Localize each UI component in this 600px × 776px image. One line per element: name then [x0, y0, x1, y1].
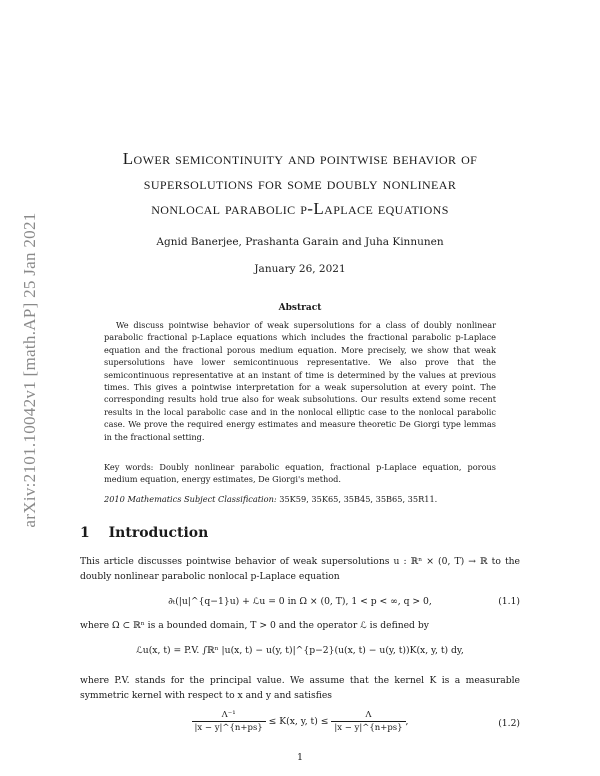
author-list: Agnid Banerjee, Prashanta Garain and Juha Kinnunen [156, 236, 444, 248]
intro-paragraph-3: where P.V. stands for the principal value. We assume that the kernel K is a measurable symmetric kernel with respect to x and y and satisfies [80, 675, 520, 701]
equation-1-1-body: ∂ₜ(|u|^{q−1}u) + ℒu = 0 in Ω × (0, T), 1 < p < ∞, q > 0, [168, 596, 432, 607]
msc-codes: 35K59, 35K65, 35B45, 35B65, 35R11. [279, 494, 438, 504]
kernel-lower-bound [192, 710, 266, 733]
kernel-upper-bound [331, 710, 405, 733]
keywords: Key words: Doubly nonlinear parabolic equation, fractional p-Laplace equation, porous medium equation, energy estimates, De Giorgi's method. [104, 462, 496, 485]
operator-definition-body: ℒu(x, t) = P.V. ∫ℝⁿ |u(x, t) − u(y, t)|^{p−2}(u(x, t) − u(y, t))K(x, y, t) dy, [136, 645, 464, 656]
abstract-text: We discuss pointwise behavior of weak supersolutions for a class of doubly nonlinear parabolic fractional p-Laplace equations which includes the fractional parabolic p-Laplace equation and the fractional porous medium equation. More precisely, we show that weak supersolutions have lower semicontinuous representative. We also prove that the semicontinuous representative at an instant of time is determined by the values at previous times. This gives a pointwise interpretation for a weak supersolution at every point. The corresponding results hold true also for weak subsolutions. Our results extend some recent results in the local parabolic case and in the nonlocal elliptic case to the nonlocal parabolic case. We prove the required energy estimates and measure theoretic De Giorgi type lemmas in the fractional setting. [104, 320, 496, 442]
section-title: Introduction [108, 525, 209, 541]
equation-1-1-number: (1.1) [498, 596, 520, 607]
upper-bound-numerator: Λ [331, 710, 405, 722]
intro-paragraph-2: where Ω ⊂ ℝⁿ is a bounded domain, T > 0 and the operator ℒ is defined by [80, 620, 429, 631]
title-line-2: supersolutions for some doubly nonlinear [143, 174, 457, 193]
equation-1-2-number: (1.2) [498, 718, 520, 729]
intro-paragraph-1: This article discusses pointwise behavior of weak supersolutions u : ℝⁿ × (0, T) → ℝ to the doubly nonlinear parabolic nonlocal p-Laplace equation [80, 556, 520, 582]
section-heading [80, 525, 208, 541]
section-number: 1 [80, 525, 90, 541]
upper-bound-denominator: |x − y|^{n+ps} [334, 723, 403, 733]
publication-date: January 26, 2021 [254, 263, 346, 275]
lower-bound-numerator: Λ⁻¹ [192, 710, 266, 722]
equation-trailing-comma: , [405, 716, 409, 727]
arxiv-sidebar-stamp [10, 180, 50, 560]
msc-label: 2010 Mathematics Subject Classification: [104, 494, 277, 504]
equation-1-2-body [80, 710, 520, 733]
arxiv-identifier: arXiv:2101.10042v1 [math.AP] 25 Jan 2021 [20, 212, 39, 528]
msc-classification [104, 494, 496, 504]
paper-title [80, 146, 520, 221]
kernel-inequality: ≤ K(x, y, t) ≤ [268, 716, 329, 727]
title-line-3: nonlocal parabolic p-Laplace equations [151, 199, 449, 218]
page-number: 1 [296, 752, 304, 763]
title-line-1: Lower semicontinuity and pointwise behavior of [122, 149, 478, 168]
abstract-heading: Abstract [278, 303, 322, 313]
lower-bound-denominator: |x − y|^{n+ps} [194, 723, 263, 733]
